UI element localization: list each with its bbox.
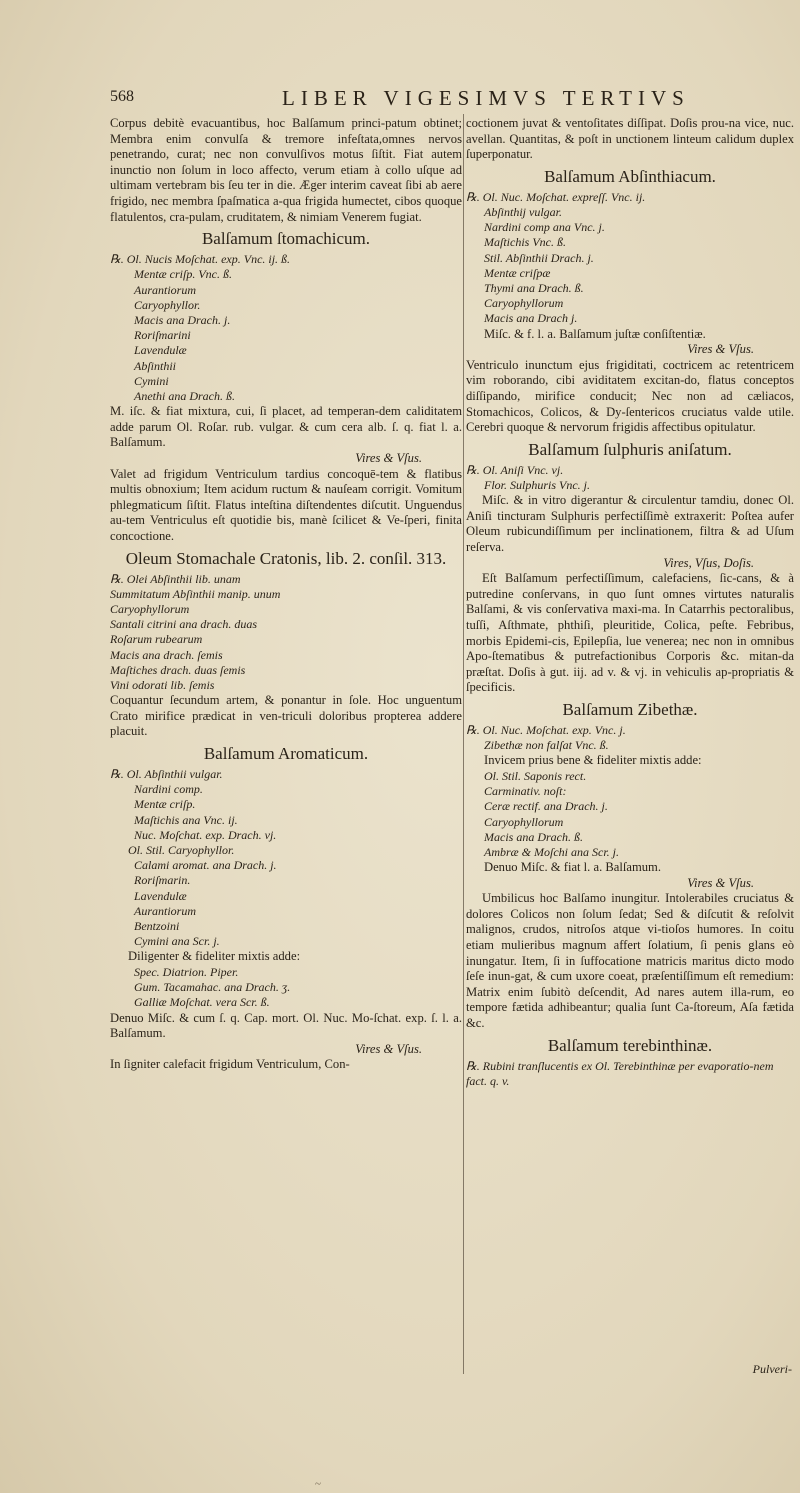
- recipe-line: ℞. Rubini tranſlucentis ex Ol. Terebinthinæ per evaporatio-nem fact. q. v.: [466, 1058, 774, 1088]
- recipe-line: ℞. Ol. Nuc. Moſchat. expreſſ. Vnc. ij.: [466, 189, 646, 204]
- left-column: [110, 116, 462, 1073]
- recipe-line: Calami aromat. ana Drach. j.: [134, 858, 277, 873]
- recipe-line: Nardini comp.: [134, 782, 203, 797]
- body-paragraph: Miſc. & f. l. a. Balſamum juſtæ conſiſtentiæ.: [484, 326, 706, 341]
- recipe-line: ℞. Olei Abſinthii lib. unam: [110, 571, 241, 586]
- recipe-line: Nuc. Moſchat. exp. Drach. vj.: [134, 827, 277, 842]
- body-paragraph: Diligenter & fideliter mixtis adde:: [128, 949, 301, 964]
- catchword: Pulveri-: [752, 1362, 792, 1376]
- recipe-line: Abſinthii: [134, 358, 176, 373]
- vires-heading: Vires & Vſus.: [687, 875, 754, 890]
- section-heading: Oleum Stomachale Cratonis, lib. 2. conſil. 313.: [125, 548, 447, 568]
- section-heading: Balſamum ſulphuris aniſatum.: [528, 439, 732, 459]
- recipe-line: Caryophyllor.: [134, 297, 201, 312]
- section-heading: Balſamum Aromaticum.: [203, 743, 369, 763]
- page-number: 568: [110, 88, 134, 105]
- body-paragraph: Umbilicus hoc Balſamo inungitur. Intolerabiles cruciatus & dolores Colicos non ſolum ſedat; Sed & diſcutit & reſolvit malignos, crudos, nitroſos atque vi-tioſos humores. In coitu etiam mulieribus magnum affert ſolatium, ſi penis glans eò inungatur. Item, ſi in ſuffocatione matricis maritus dicto modo ſeſe inun-gat, & cum uxore coeat, præſentiſſimum eſt remedium: Matrix enim ſubitò deſcendit, Ad nares autem illa-rum, eo tempore fætida adhibeantur; qualia ſunt Ca-ſtoreum, Aſa fætida &c.: [466, 891, 794, 1031]
- recipe-line: ℞. Ol. Aniſi Vnc. vj.: [466, 462, 564, 477]
- vires-heading: Vires, Vſus, Doſis.: [663, 555, 754, 570]
- section-heading: Balſamum ſtomachicum.: [201, 229, 371, 249]
- body-paragraph: Invicem prius bene & fideliter mixtis adde:: [484, 753, 702, 768]
- body-paragraph: Denuo Miſc. & cum ſ. q. Cap. mort. Ol. Nuc. Mo-ſchat. exp. ſ. l. a. Balſamum.: [110, 1010, 462, 1041]
- recipe-line: Santali citrini ana drach. duas: [110, 617, 257, 632]
- recipe-line: Aurantiorum: [134, 903, 197, 918]
- recipe-line: Lavendulæ: [134, 888, 187, 903]
- recipe-line: Galliæ Moſchat. vera Scr. ß.: [134, 995, 270, 1010]
- section-heading: Balſamum terebinthinæ.: [547, 1035, 713, 1055]
- recipe-line: ℞. Ol. Abſinthii vulgar.: [110, 766, 223, 781]
- body-paragraph: M. iſc. & fiat mixtura, cui, ſi placet, ad temperan-dem caliditatem adde parum Ol. Roſar. rub. vulgar. & cum cera alb. ſ. q. fiat l. a. Balſamum.: [110, 404, 462, 450]
- recipe-line: Ambræ & Moſchi ana Scr. j.: [484, 844, 619, 859]
- section-heading: Balſamum Abſinthiacum.: [544, 166, 716, 186]
- body-paragraph: Ventriculo inunctum ejus frigiditati, coctricem ac retentricem vim roborando, cibi aviditatem excitan-do, flatus conceptos diſſipando, mirifice conducit; Nec non ad cæliacos, Stomachicos, Colicos, & Dy-ſentericos cruciatus valde utile. Cerebri quoque & nervorum frigidis affectibus opitulatur.: [466, 357, 794, 435]
- vires-heading: Vires & Vſus.: [687, 342, 754, 357]
- recipe-line: Macis ana Drach j.: [484, 311, 578, 326]
- recipe-line: Abſinthij vulgar.: [484, 204, 562, 219]
- recipe-line: Roriſmarin.: [134, 873, 191, 888]
- recipe-line: Maſtiches drach. duas ſemis: [110, 662, 246, 677]
- column-divider: [463, 114, 464, 1374]
- recipe-line: Roſarum rubearum: [110, 632, 203, 647]
- body-paragraph: coctionem juvat & ventoſitates diſſipat. Doſis prou-na vice, nuc. avellan. Quantitas, & poſt in unctionem linteum calidum duplex ſuperponatur.: [466, 116, 794, 162]
- recipe-line: Vini odorati lib. ſemis: [110, 677, 215, 692]
- recipe-line: Spec. Diatrion. Piper.: [134, 964, 239, 979]
- recipe-line: Anethi ana Drach. ß.: [134, 388, 235, 403]
- recipe-line: ℞. Ol. Nucis Moſchat. exp. Vnc. ij. ß.: [110, 252, 291, 267]
- ink-smudge: ~: [315, 1478, 321, 1490]
- body-paragraph: Miſc. & in vitro digerantur & circulentur tamdiu, donec Ol. Aniſi tincturam Sulphuris perfectiſſimè extraxerit: Poſtea aufer Oleum rubicundiſſimum per inclinationem, filtra & ad Uſum reſerva.: [466, 493, 794, 554]
- body-paragraph: Valet ad frigidum Ventriculum tardius concoquē-tem & flatibus multis obnoxium; Item acidum ructum & nauſeam corrigit. Vomitum phlegmaticum ſiſtit. Flatus inteſtina diſtendentes diſcutit. Unguendus au-tem Ventriculus eſt quotidie bis, manè ſcilicet & Ve-ſperi, finita concoctione.: [110, 466, 462, 543]
- recipe-line: Thymi ana Drach. ß.: [484, 281, 584, 295]
- recipe-line: Ol. Stil. Saponis rect.: [484, 768, 587, 783]
- recipe-line: Ceræ rectif. ana Drach. j.: [484, 799, 608, 814]
- recipe-line: Macis ana Drach. j.: [134, 312, 231, 327]
- recipe-line: Caryophyllorum: [484, 814, 564, 829]
- recipe-line: Maſtichis ana Vnc. ij.: [134, 812, 238, 827]
- recipe-line: Mentæ criſp. Vnc. ß.: [134, 267, 232, 282]
- recipe-line: Zibethæ non falſat Vnc. ß.: [484, 738, 609, 753]
- recipe-line: Carminativ. noſt:: [484, 784, 567, 799]
- recipe-line: Cymini: [134, 373, 169, 388]
- recipe-line: Ol. Stil. Caryophyllor.: [128, 842, 235, 857]
- recipe-line: Mentæ criſp.: [134, 797, 196, 812]
- recipe-line: Mentæ criſpæ: [484, 265, 551, 280]
- body-paragraph: Coquantur ſecundum artem, & ponantur in ſole. Hoc unguentum Crato mirifice prædicat in ven-triculi doloribus propterea addere placuit.: [110, 693, 462, 739]
- body-paragraph: Eſt Balſamum perfectiſſimum, calefaciens, ſic-cans, & à putredine conſervans, in quo ſunt omnes virtutes naturalis Balſami, & vis conſervativa maxi-ma. In Catarrhis pectoralibus, tuſſi, Aſthmate, phthiſi, pleuritide, Colica, peſte. Febribus, morbis Epidemi-cis, Epilepſia, lue venerea; nec non in omnibus Apo-ſtematibus & putrefactionibus Corporis &c. mitan-da præſtat. Doſis à gut. iij. ad v. & vj. in vehiculis ap-propriatis & ſpecificis.: [466, 571, 794, 695]
- recipe-line: Summitatum Abſinthii manip. unum: [110, 586, 281, 601]
- recipe-line: Caryophyllorum: [484, 296, 564, 311]
- body-paragraph: Denuo Miſc. & fiat l. a. Balſamum.: [484, 860, 661, 875]
- recipe-line: Stil. Abſinthii Drach. j.: [484, 250, 594, 265]
- right-column: [466, 116, 794, 1089]
- recipe-line: Aurantiorum: [134, 282, 197, 297]
- recipe-line: Maſtichis Vnc. ß.: [484, 235, 566, 250]
- running-title: LIBER VIGESIMVS TERTIVS: [282, 86, 690, 110]
- body-paragraph: Corpus debitè evacuantibus, hoc Balſamum princi-patum obtinet; Membra enim convulſa & tremore infeſtata,omnes nervos penetrando, curat; nec non convulſivos motus ſiſtit. Fiat autem inunctio non ſolum in loco affecto, verum etiam à collo uſque ad ultimam vertebram bis ſeu ter in die. Æger interim caveat ſibi ab aere frigido, nec membra ſpaſmatica a-qua frigida humectet, cibos quoque flatulentos, cra-pulam, cruditatem, & nimiam Venerem fugiat.: [110, 116, 462, 224]
- section-heading: Balſamum Zibethæ.: [562, 699, 698, 719]
- running-header: [110, 86, 790, 112]
- recipe-line: Macis ana drach. ſemis: [110, 647, 223, 662]
- recipe-line: Nardini comp ana Vnc. j.: [484, 220, 605, 235]
- body-paragraph: In ſigniter calefacit frigidum Ventriculum, Con-: [110, 1057, 350, 1072]
- recipe-line: Lavendulæ: [134, 343, 187, 358]
- vires-heading: Vires & Vſus.: [355, 450, 422, 465]
- recipe-line: Flor. Sulphuris Vnc. j.: [484, 477, 591, 492]
- recipe-line: Caryophyllorum: [110, 601, 190, 616]
- recipe-line: Gum. Tacamahac. ana Drach. ʒ.: [134, 980, 291, 995]
- recipe-line: Bentzoini: [134, 918, 180, 933]
- recipe-line: ℞. Ol. Nuc. Moſchat. exp. Vnc. j.: [466, 722, 626, 737]
- recipe-line: Macis ana Drach. ß.: [484, 829, 583, 844]
- recipe-line: Cymini ana Scr. j.: [134, 934, 220, 949]
- vires-heading: Vires & Vſus.: [355, 1041, 422, 1056]
- recipe-line: Roriſmarini: [134, 328, 191, 343]
